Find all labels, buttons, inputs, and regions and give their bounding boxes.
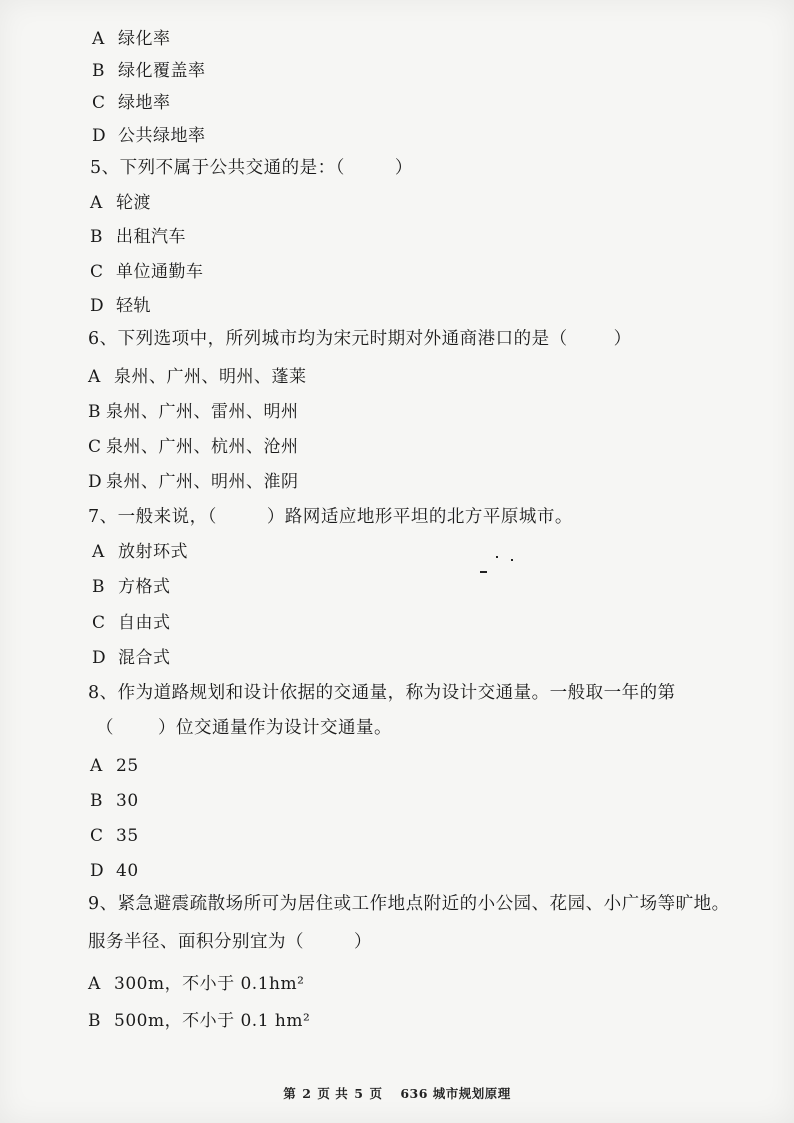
q8-option-a (90, 755, 139, 777)
q5-stem-text: 5、下列不属于公共交通的是：（ (90, 158, 345, 178)
q7-stem-rest: ）路网适应地形平坦的北方平原城市。 (266, 507, 573, 527)
q7-option-c (92, 612, 171, 634)
option-text: 自由式 (118, 613, 171, 633)
q9-option-a (88, 973, 304, 995)
q6-option-c (88, 436, 299, 458)
option-text: 500m，不小于 0.1 hm² (114, 1011, 311, 1031)
q8-option-d (90, 860, 139, 882)
option-text: 混合式 (118, 648, 171, 668)
q4-option-b (92, 60, 206, 82)
option-text: 泉州、广州、明州、蓬莱 (114, 367, 307, 387)
option-letter: C (90, 826, 104, 846)
option-letter: D (90, 296, 105, 316)
q6-option-b (88, 401, 299, 423)
q8-stem-open: （ (96, 718, 114, 738)
q7-option-d (92, 647, 171, 669)
q8-stem-line2 (96, 717, 392, 739)
q8-option-c (90, 825, 139, 847)
q6-option-d (88, 471, 299, 493)
footer-page-number: 2 (302, 1086, 312, 1101)
option-letter: A (92, 542, 105, 562)
scan-speck (511, 559, 513, 561)
option-letter: B (90, 791, 103, 811)
q5-option-b (90, 226, 186, 248)
option-text: 30 (116, 791, 139, 811)
option-letter: D (92, 648, 107, 668)
option-letter: B (92, 577, 105, 597)
q6-stem (88, 328, 632, 350)
option-letter: B (88, 1011, 101, 1031)
scan-speck (496, 556, 498, 558)
option-text: 40 (116, 861, 139, 881)
option-letter: A (92, 29, 105, 49)
q7-stem-text: 7、一般来说，（ (88, 507, 217, 527)
option-text: 25 (116, 756, 139, 776)
scan-speck (480, 571, 487, 573)
q5-option-d (90, 295, 151, 317)
option-letter: A (88, 974, 101, 994)
q5-option-c (90, 261, 204, 283)
option-letter: B (92, 61, 105, 81)
option-text: 单位通勤车 (116, 262, 204, 282)
q4-option-a (92, 28, 171, 50)
q7-option-b (92, 576, 171, 598)
footer-page-total: 5 (354, 1086, 364, 1101)
q4-option-c (92, 92, 171, 114)
q9-stem-close: ） (354, 932, 372, 952)
q9-stem-text: 服务半径、面积分别宜为（ (88, 932, 304, 952)
q7-option-a (92, 541, 188, 563)
page-footer (0, 1084, 794, 1102)
q6-stem-text: 6、下列选项中，所列城市均为宋元时期对外通商港口的是（ (88, 329, 568, 349)
q8-stem-rest: ）位交通量作为设计交通量。 (158, 718, 392, 738)
option-letter: A (88, 367, 101, 387)
q5-stem-close: ） (394, 158, 413, 178)
option-letter: D (92, 126, 107, 146)
q8-stem-line1: 8、作为道路规划和设计依据的交通量，称为设计交通量。一般取一年的第 (88, 683, 676, 703)
option-text: 绿地率 (118, 93, 171, 113)
option-text: 泉州、广州、雷州、明州 (106, 402, 299, 422)
q6-option-a (88, 366, 307, 388)
option-letter: B (88, 402, 101, 422)
q7-stem (88, 506, 573, 528)
option-text: 公共绿地率 (118, 126, 206, 146)
option-text: 绿化覆盖率 (118, 61, 206, 81)
q4-option-d (92, 125, 206, 147)
footer-page-mid: 页 共 (317, 1086, 349, 1101)
option-letter: A (90, 193, 103, 213)
option-letter: C (88, 437, 102, 457)
option-text: 300m，不小于 0.1hm² (114, 974, 305, 994)
q9-stem-line1: 9、紧急避震疏散场所可为居住或工作地点附近的小公园、花园、小广场等旷地。 (88, 894, 730, 914)
option-letter: C (90, 262, 104, 282)
option-letter: D (88, 472, 103, 492)
option-letter: B (90, 227, 103, 247)
option-letter: C (92, 613, 106, 633)
option-text: 35 (116, 826, 139, 846)
option-text: 轮渡 (116, 193, 151, 213)
q9-option-b (88, 1010, 310, 1032)
q6-stem-close: ） (613, 329, 632, 349)
option-text: 方格式 (118, 577, 171, 597)
option-letter: A (90, 756, 103, 776)
option-text: 放射环式 (118, 542, 188, 562)
q5-option-a (90, 192, 151, 214)
option-letter: D (90, 861, 105, 881)
footer-course: 636 城市规划原理 (400, 1086, 511, 1101)
option-text: 绿化率 (118, 29, 171, 49)
option-letter: C (92, 93, 106, 113)
option-text: 泉州、广州、明州、淮阴 (106, 472, 299, 492)
q8-option-b (90, 790, 139, 812)
q5-stem (90, 157, 413, 179)
option-text: 轻轨 (116, 296, 151, 316)
footer-page-prefix: 第 (283, 1086, 297, 1101)
q9-stem-line2 (88, 931, 372, 953)
option-text: 泉州、广州、杭州、沧州 (106, 437, 299, 457)
footer-page-suffix: 页 (369, 1086, 383, 1101)
option-text: 出租汽车 (116, 227, 186, 247)
